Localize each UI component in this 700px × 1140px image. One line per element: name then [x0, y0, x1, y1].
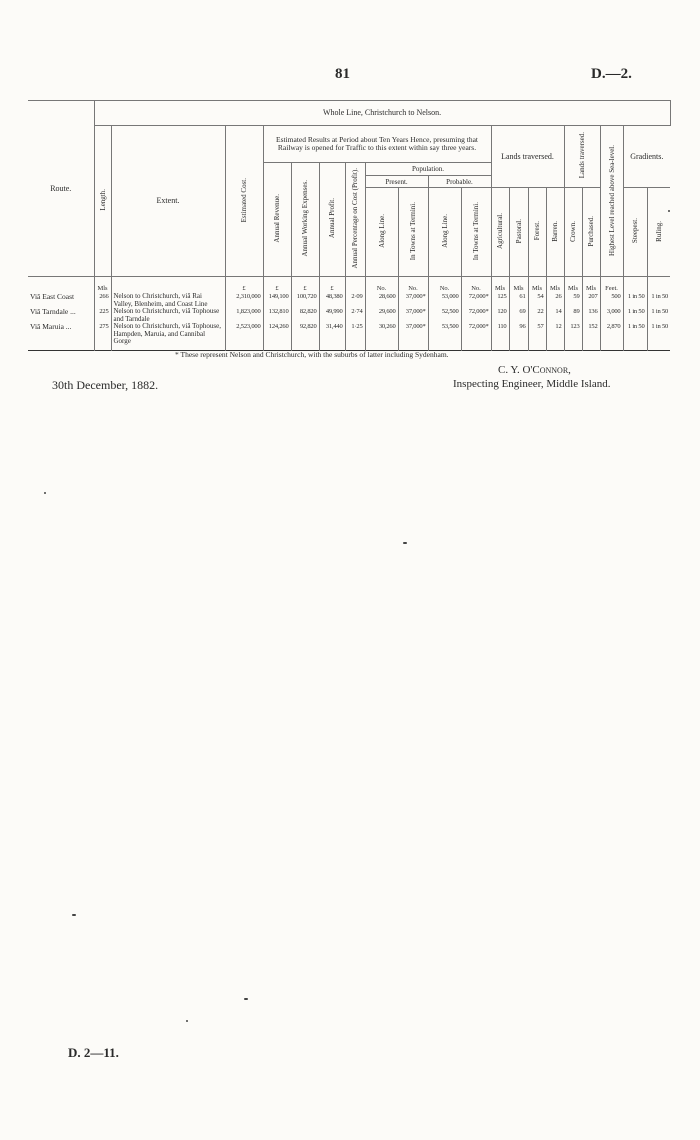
expenses-cell: 82,820: [291, 308, 319, 323]
pastoral-cell: 69: [509, 308, 528, 323]
highest-level-cell: 2,870: [600, 323, 623, 346]
unit-pop-1: No.: [365, 277, 398, 294]
probable-towns-cell: 72,000*: [461, 308, 491, 323]
unit-barren: Mls: [546, 277, 564, 294]
barren-cell: 14: [546, 308, 564, 323]
forest-cell: 54: [528, 293, 546, 308]
present-header: Present.: [365, 176, 428, 188]
population-header: Population.: [365, 163, 491, 176]
unit-pop-2: No.: [398, 277, 428, 294]
col-agricultural-header: Agricultural.: [491, 188, 509, 277]
length-cell: 266: [94, 293, 111, 308]
probable-towns-cell: 72,000*: [461, 323, 491, 346]
cost-cell: 2,310,000: [225, 293, 263, 308]
unit-pop-3: No.: [428, 277, 461, 294]
folio-code: D. 2—11.: [68, 1045, 119, 1060]
route-cell: Viâ Tarndale ...: [28, 308, 94, 323]
paper-speck: [186, 1020, 188, 1022]
crown-cell: 123: [564, 323, 582, 346]
steepest-cell: 1 in 50: [623, 323, 647, 346]
table-row: [28, 308, 670, 323]
length-cell: 275: [94, 323, 111, 346]
highest-level-cell: 500: [600, 293, 623, 308]
percentage-cell: 1·25: [345, 323, 365, 346]
purchased-cell: 152: [582, 323, 600, 346]
pastoral-cell: 96: [509, 323, 528, 346]
col-present-towns-header: In Towns at Termini.: [398, 188, 428, 277]
probable-header: Probable.: [428, 176, 491, 188]
present-along-cell: 29,600: [365, 308, 398, 323]
signatory-title: Inspecting Engineer, Middle Island.: [453, 378, 611, 390]
ruling-cell: 1 in 50: [647, 323, 670, 346]
percentage-cell: 2·74: [345, 308, 365, 323]
present-along-cell: 30,260: [365, 323, 398, 346]
cost-cell: 2,523,000: [225, 323, 263, 346]
col-probable-along-line-header: Along Line.: [428, 188, 461, 277]
col-probable-towns-header: In Towns at Termini.: [461, 188, 491, 277]
col-crown-header: Crown.: [564, 188, 582, 277]
col-steepest-header: Steepest.: [623, 188, 647, 277]
crown-cell: 89: [564, 308, 582, 323]
col-annual-profit-header: Annual Profit.: [319, 163, 345, 277]
agricultural-cell: 120: [491, 308, 509, 323]
paper-speck: [72, 914, 76, 916]
col-forest-header: Forest.: [528, 188, 546, 277]
unit-agricultural: Mls: [491, 277, 509, 294]
col-route-header: Route.: [28, 101, 94, 277]
probable-along-cell: 53,000: [428, 293, 461, 308]
present-towns-cell: 37,000*: [398, 293, 428, 308]
unit-profit: £: [319, 277, 345, 294]
unit-pastoral: Mls: [509, 277, 528, 294]
signatory-name: C. Y. O'Connor,: [498, 364, 571, 376]
extent-cell: Nelson to Christchurch, viâ Rai Valley, Blenheim, and Coast Line: [111, 293, 225, 308]
crown-cell: 59: [564, 293, 582, 308]
route-cell: Viâ Maruia ...: [28, 323, 94, 346]
revenue-cell: 149,100: [263, 293, 291, 308]
revenue-cell: 124,260: [263, 323, 291, 346]
purchased-cell: 136: [582, 308, 600, 323]
table-row: [28, 323, 670, 346]
col-purchased-header: Purchased.: [582, 188, 600, 277]
col-highest-level-header: Highest Level reached above Sea-level.: [600, 126, 623, 277]
table-footnote: * These represent Nelson and Christchurch, with the suburbs of latter including Sydenham.: [175, 350, 449, 359]
col-working-expenses-header: Annual Working Expenses.: [291, 163, 319, 277]
ruling-cell: 1 in 50: [647, 293, 670, 308]
ruling-cell: 1 in 50: [647, 308, 670, 323]
unit-pop-4: No.: [461, 277, 491, 294]
unit-expenses: £: [291, 277, 319, 294]
steepest-cell: 1 in 50: [623, 308, 647, 323]
unit-cost: £: [225, 277, 263, 294]
col-estimated-cost-header: Estimated Cost.: [225, 126, 263, 277]
units-row: [28, 277, 670, 294]
length-cell: 225: [94, 308, 111, 323]
pastoral-cell: 61: [509, 293, 528, 308]
expenses-cell: 100,720: [291, 293, 319, 308]
unit-revenue: £: [263, 277, 291, 294]
revenue-cell: 132,810: [263, 308, 291, 323]
paper-speck: [244, 998, 248, 1000]
route-cell: Viâ East Coast: [28, 293, 94, 308]
col-ruling-header: Ruling.: [647, 188, 670, 277]
probable-along-cell: 53,500: [428, 323, 461, 346]
unit-crown: Mls: [564, 277, 582, 294]
table-row: [28, 293, 670, 308]
percentage-cell: 2·09: [345, 293, 365, 308]
paper-speck: [668, 210, 670, 212]
lands-traversed-header: Lands traversed.: [564, 126, 600, 188]
col-length-header: Length.: [94, 126, 111, 277]
profit-cell: 49,990: [319, 308, 345, 323]
col-annual-revenue-header: Annual Revenue.: [263, 163, 291, 277]
extent-cell: Nelson to Christchurch, viâ Tophouse and Tarndale: [111, 308, 225, 323]
col-extent-header: Extent.: [111, 126, 225, 277]
lands-header: Lands traversed.: [491, 126, 564, 188]
unit-length: Mls: [94, 277, 111, 294]
estimated-results-header: Estimated Results at Period about Ten Years Hence, presuming that Railway is opened for Traffic to this extent within say three years.: [263, 126, 491, 163]
paper-speck: [403, 542, 407, 544]
steepest-cell: 1 in 50: [623, 293, 647, 308]
paper-speck: [44, 492, 46, 494]
expenses-cell: 92,820: [291, 323, 319, 346]
present-towns-cell: 37,000*: [398, 308, 428, 323]
probable-towns-cell: 72,000*: [461, 293, 491, 308]
col-barren-header: Barren.: [546, 188, 564, 277]
table-title: Whole Line, Christchurch to Nelson.: [94, 101, 670, 126]
purchased-cell: 207: [582, 293, 600, 308]
forest-cell: 57: [528, 323, 546, 346]
extent-cell: Nelson to Christchurch, viâ Tophouse, Hampden, Maruia, and Cannibal Gorge: [111, 323, 225, 346]
gradients-header: Gradients.: [623, 126, 670, 188]
unit-purchased: Mls: [582, 277, 600, 294]
unit-forest: Mls: [528, 277, 546, 294]
agricultural-cell: 110: [491, 323, 509, 346]
page-number: 81: [335, 66, 350, 82]
col-annual-percentage-header: Annual Percentage on Cost (Profit).: [345, 163, 365, 277]
agricultural-cell: 125: [491, 293, 509, 308]
col-pastoral-header: Pastoral.: [509, 188, 528, 277]
probable-along-cell: 52,500: [428, 308, 461, 323]
present-towns-cell: 37,000*: [398, 323, 428, 346]
barren-cell: 12: [546, 323, 564, 346]
highest-level-cell: 3,000: [600, 308, 623, 323]
barren-cell: 26: [546, 293, 564, 308]
routes-table: [28, 100, 671, 351]
cost-cell: 1,823,000: [225, 308, 263, 323]
profit-cell: 48,380: [319, 293, 345, 308]
unit-highest: Feet.: [600, 277, 623, 294]
report-date: 30th December, 1882.: [52, 378, 159, 392]
col-present-along-line-header: Along Line.: [365, 188, 398, 277]
document-reference: D.—2.: [591, 66, 632, 82]
present-along-cell: 28,600: [365, 293, 398, 308]
profit-cell: 31,440: [319, 323, 345, 346]
forest-cell: 22: [528, 308, 546, 323]
